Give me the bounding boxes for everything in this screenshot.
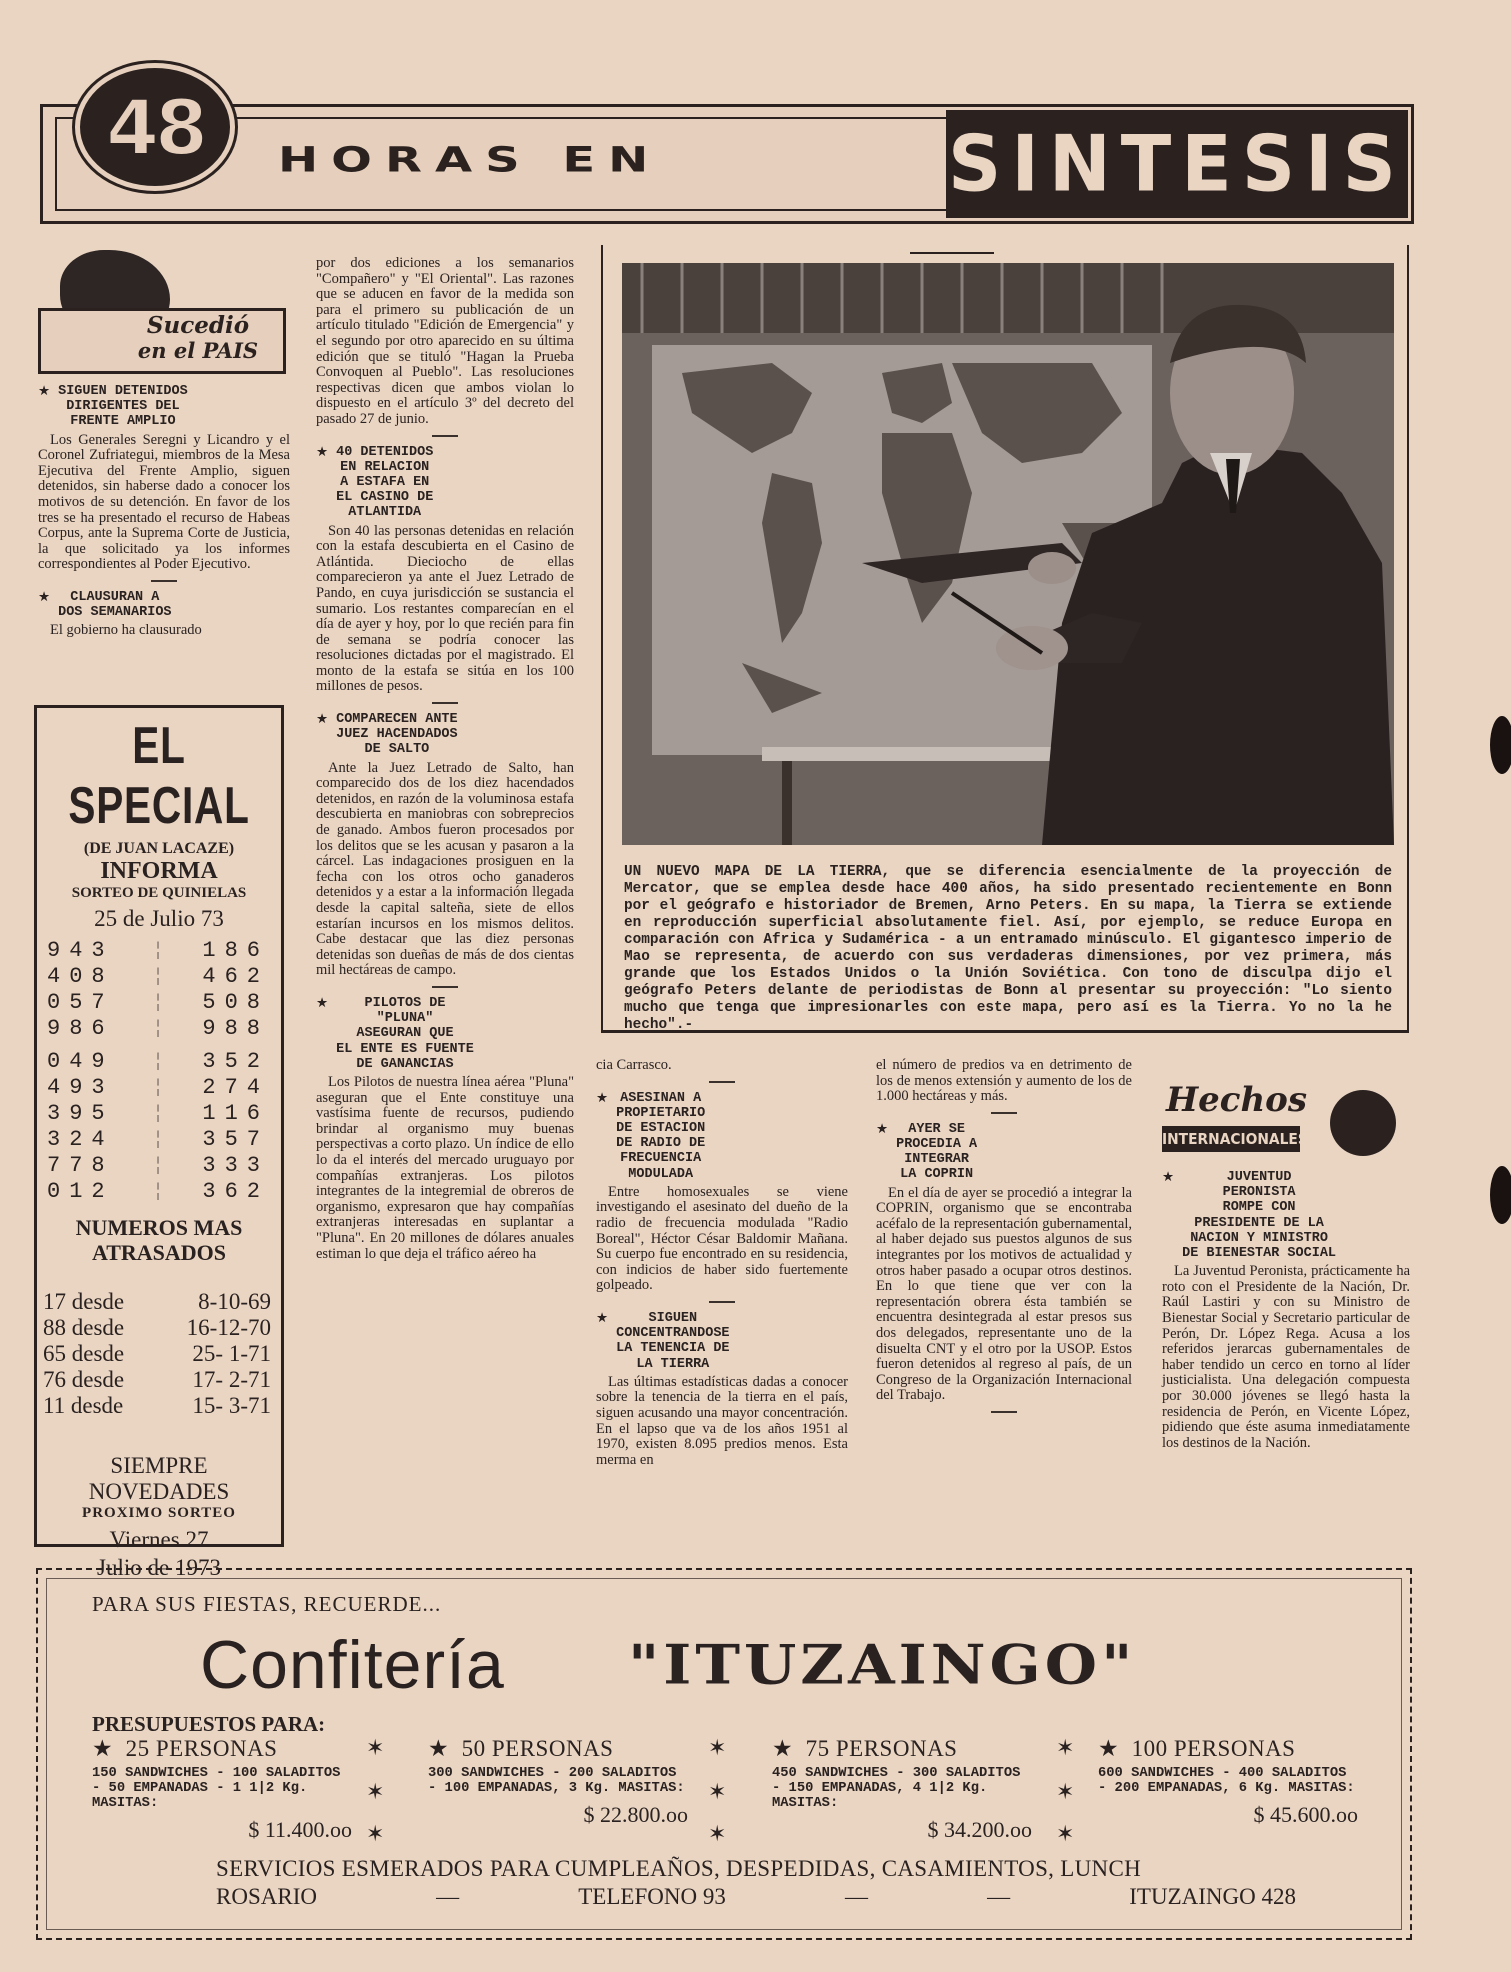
quiniela-row — [37, 1127, 281, 1153]
banner-title-right: SINTESIS — [948, 118, 1406, 210]
column-separator: ¦ — [152, 1156, 164, 1176]
quiniela-row — [37, 938, 281, 964]
column-separator: ¦ — [152, 967, 164, 987]
ad-confiteria: Confitería — [200, 1627, 505, 1703]
divider — [991, 1112, 1017, 1114]
quiniela-number: 324 — [47, 1127, 114, 1152]
late-number-row — [37, 1393, 281, 1419]
star-icon: ✶ — [366, 1736, 385, 1761]
quiniela-number: 493 — [47, 1075, 114, 1100]
star-icon: ✶ — [1056, 1736, 1075, 1761]
column-5 — [1162, 1170, 1410, 1451]
package-detail: 300 SANDWICHES - 200 SALADITOS - 100 EMPANADAS, 3 Kg. MASITAS: — [428, 1766, 685, 1796]
late-number-row — [37, 1289, 281, 1315]
divider — [910, 252, 994, 254]
star-icon: ★ — [596, 1089, 609, 1106]
late-numbers-list — [37, 1289, 281, 1419]
article-headline: ★ CLAUSURAN A DOS SEMANARIOS — [38, 588, 172, 621]
globe-icon — [1330, 1090, 1396, 1156]
article-headline: ★ SIGUEN CONCENTRANDOSE LA TENENCIA DE LA TIERRA — [596, 1309, 730, 1372]
late-numbers-title: NUMEROS MAS ATRASADOS — [75, 1215, 243, 1265]
late-number: 76 desde — [43, 1367, 125, 1392]
package-price: $ 45.600.oo — [1253, 1802, 1358, 1827]
article-headline: ★ PILOTOS DE "PLUNA" ASEGURAN QUE EL ENTE ES FUENTE DE GANANCIAS — [316, 995, 474, 1072]
special-informa: INFORMA — [100, 858, 218, 884]
banner-title-right-block — [946, 110, 1408, 218]
ad-address — [216, 1884, 1296, 1910]
column-separator: ¦ — [152, 1182, 164, 1202]
quiniela-row — [37, 1016, 281, 1042]
quiniela-number: 049 — [47, 1049, 114, 1074]
quiniela-row — [37, 964, 281, 990]
quiniela-number: 357 — [202, 1127, 269, 1152]
star-icon: ★ — [1162, 1169, 1175, 1185]
package-title: ★ 75 PERSONAS — [772, 1736, 958, 1761]
section-logo-line1: Sucedió — [146, 312, 250, 339]
special-next-draw-date: Viernes 27 Julio de 1973 — [97, 1527, 221, 1580]
star-icon: ★ — [316, 711, 329, 728]
article-headline: ★ 40 DETENIDOS EN RELACION A ESTAFA EN EL CASINO DE ATLANTIDA — [316, 443, 434, 521]
quiniela-row — [37, 990, 281, 1016]
star-icon: ✶ — [708, 1736, 727, 1761]
el-special-ad — [34, 705, 284, 1580]
column-separator: ¦ — [152, 941, 164, 961]
package-75 — [772, 1736, 1032, 1843]
package-price: $ 34.200.oo — [927, 1817, 1032, 1842]
article-headline: ★ ASESINAN A PROPIETARIO DE ESTACION DE RADIO DE FRECUENCIA MODULADA — [596, 1089, 706, 1182]
ad-address-part: ROSARIO — [216, 1884, 317, 1909]
article-body: Entre homosexuales se viene investigando el asesinato del dueño de la radio de frecuencia modulada "Radio Boreal", Héctor César Baldomir Mañana. Su cuerpo fue encontrado en su residencia, con indicios de haber sido fuertemente golpeado. — [596, 1183, 848, 1294]
late-number-row — [37, 1367, 281, 1393]
article-body: el número de predios va en detrimento de los de menos extensión y aumento de los de 1.000 hectáreas y más. — [876, 1057, 1132, 1105]
special-date: 25 de Julio 73 — [94, 906, 224, 931]
section-logo-line2: en el PAIS — [137, 338, 259, 363]
article-body: La Juventud Peronista, prácticamente ha roto con el Presidente de la Nación, Dr. Raúl Lastiri y con su Ministro de Bienestar Social y Secretario particular de Perón, Dr. López Rega. Acusa a los referidos jerarcas gubernamentales de haber tendido un cerco en torno al líder justicialista. Una delegación compuesta por 30.000 jóvenes se llegó hasta la residencia de Perón, en Vicente López, pidiendo que éste asuma inmediatamente los destinos de la Nación. — [1162, 1263, 1410, 1451]
column-separator: ¦ — [152, 993, 164, 1013]
late-number: 88 desde — [43, 1315, 125, 1340]
column-separator: ¦ — [152, 1019, 164, 1039]
column-separator: ¦ — [152, 1104, 164, 1124]
star-icon: ★ — [596, 1309, 609, 1326]
quiniela-number: 186 — [202, 938, 269, 963]
package-price: $ 11.400.oo — [248, 1817, 352, 1842]
quiniela-number: 943 — [47, 938, 114, 963]
quiniela-number: 352 — [202, 1049, 269, 1074]
package-title: ★ 100 PERSONAS — [1098, 1736, 1296, 1761]
article-body: Los Generales Seregni y Licandro y el Coronel Zufriategui, miembros de la Mesa Ejecutiva del Frente Amplio, siguen detenidos, sin haberse dado a conocer los motivos de su detención. En favor de los tres se ha presentado el recurso de Habeas Corpus, ante la Suprema Corte de Justicia, la que solicitado ya los informes correspondientes al Poder Ejecutivo. — [38, 431, 290, 573]
article-body: En el día de ayer se procedió a integrar la COPRIN, organismo que se encontraba acéfalo de la representación gubernamental, al haber dejado sus puestos algunos de sus integrantes por los motivos de actualidad y otros haber pasado a ocupar otros destinos. En lo que tiene que ver con la representación obrera ésta también se encuentra desintegrada al estar presos sus dos delegados, representante uno de la disuelta CNT y el otro por la USOP. Estos fueron detenidos al regreso al país, de un Congreso de la Organización Internacional del Trabajo. — [876, 1184, 1132, 1404]
column-4 — [876, 1058, 1132, 1418]
divider — [432, 435, 458, 437]
package-detail: 600 SANDWICHES - 400 SALADITOS - 200 EMPANADAS, 6 Kg. MASITAS: — [1098, 1766, 1355, 1796]
article-headline: ★ COMPARECEN ANTE JUEZ HACENDADOS DE SALTO — [316, 711, 458, 758]
divider — [709, 1301, 735, 1303]
ad-address-part: — — [436, 1884, 460, 1909]
ad-address-part: ITUZAINGO 428 — [1129, 1884, 1296, 1909]
article-body: cia Carrasco. — [596, 1057, 672, 1073]
article-body: Son 40 las personas detenidas en relación con la estafa descubierta en el Casino de Atlántida. Dieciocho de ellas comparecieron ya ante el Juez Letrado de Pando, en cuya jurisdicción se sustancia el sumario. Los restantes comparecían en el día de ayer y hoy, por lo que recién para fin de semana se podría conocer las resoluciones dictadas por el magistrado. El monto de la estafa se sitúa en los 100 millones de pesos. — [316, 522, 574, 695]
quiniela-number: 462 — [202, 964, 269, 989]
ad-ituzaingo: "ITUZAINGO" — [628, 1634, 1137, 1697]
package-detail: 150 SANDWICHES - 100 SALADITOS - 50 EMPANADAS - 1 1|2 Kg. MASITAS: — [92, 1766, 341, 1811]
article-body: por dos ediciones a los semanarios "Compañero" y "El Oriental". Las razones que se aducen en favor de la medida son para el primero su publicación de un artículo titulado "Edición de Emergencia" y el segundo por otro aparecido en su última edición que se tituló "Hagan la Prueba Convoquen al Pueblo". Las resoluciones respectivas dicen que ambos violan lo dispuesto en el artículo 3º del decreto del pasado 27 de junio. — [316, 255, 574, 427]
late-number: 17 desde — [43, 1289, 125, 1314]
special-subtitle: (DE JUAN LACAZE) — [83, 840, 235, 857]
star-icon: ★ — [316, 443, 329, 460]
ad-reminder: PARA SUS FIESTAS, RECUERDE... — [92, 1592, 442, 1616]
package-title: ★ 25 PERSONAS — [92, 1736, 278, 1761]
late-date: 17- 2-71 — [192, 1367, 271, 1392]
star-icon: ★ — [428, 1736, 462, 1761]
photo-map-presentation — [622, 263, 1394, 845]
ad-budgets-label: PRESUPUESTOS PARA: — [92, 1712, 326, 1736]
quiniela-results — [37, 938, 281, 1205]
sucedio-en-el-pais-logo — [38, 250, 288, 378]
special-next-draw-label: PROXIMO SORTEO — [82, 1505, 236, 1521]
column-1 — [38, 384, 290, 639]
star-icon: ✶ — [366, 1822, 385, 1847]
quiniela-number: 274 — [202, 1075, 269, 1100]
divider — [709, 1081, 735, 1083]
quiniela-number: 012 — [47, 1179, 114, 1204]
package-title: ★ 50 PERSONAS — [428, 1736, 614, 1761]
star-icon: ★ — [876, 1120, 889, 1137]
late-date: 16-12-70 — [186, 1315, 271, 1340]
ad-services: SERVICIOS ESMERADOS PARA CUMPLEAÑOS, DESPEDIDAS, CASAMIENTOS, LUNCH — [216, 1856, 1141, 1881]
column-separator: ¦ — [152, 1130, 164, 1150]
star-icon: ★ — [92, 1736, 126, 1761]
article-headline: ★ JUVENTUD PERONISTA ROMPE CON PRESIDENTE DE LA NACION Y MINISTRO DE BIENESTAR SOCIAL — [1162, 1169, 1337, 1262]
hechos-title: Hechos — [1166, 1080, 1307, 1120]
badge-48 — [75, 63, 235, 191]
quiniela-row — [37, 1101, 281, 1127]
late-date: 15- 3-71 — [192, 1393, 271, 1418]
late-number: 65 desde — [43, 1341, 125, 1366]
ad-address-part: — — [844, 1884, 868, 1909]
package-100 — [1098, 1736, 1358, 1828]
divider — [432, 702, 458, 704]
quiniela-row — [37, 1153, 281, 1179]
quiniela-number: 408 — [47, 964, 114, 989]
special-sorteo: SORTEO DE QUINIELAS — [71, 885, 247, 901]
star-icon: ✶ — [708, 1780, 727, 1805]
star-icon: ★ — [772, 1736, 806, 1761]
quiniela-number: 333 — [202, 1153, 269, 1178]
quiniela-number: 057 — [47, 990, 114, 1015]
star-icon: ★ — [316, 995, 329, 1011]
article-body: El gobierno ha clausurado — [50, 622, 202, 639]
column-3 — [596, 1058, 848, 1468]
quiniela-row — [37, 1049, 281, 1075]
late-number: 11 desde — [43, 1393, 124, 1418]
star-icon: ✶ — [708, 1822, 727, 1847]
quiniela-number: 778 — [47, 1153, 114, 1178]
late-date: 25- 1-71 — [192, 1341, 271, 1366]
hechos-internacionales-logo — [1162, 1080, 1402, 1160]
late-number-row — [37, 1341, 281, 1367]
quiniela-number: 508 — [202, 990, 269, 1015]
quiniela-row — [37, 1179, 281, 1205]
divider — [151, 580, 177, 582]
column-2 — [316, 256, 574, 1262]
star-icon: ✶ — [366, 1780, 385, 1805]
article-headline: ★ AYER SE PROCEDIA A INTEGRAR LA COPRIN — [876, 1120, 978, 1183]
quiniela-number: 116 — [202, 1101, 269, 1126]
quiniela-number: 395 — [47, 1101, 114, 1126]
ad-address-part: TELEFONO 93 — [578, 1884, 726, 1909]
star-icon: ★ — [38, 588, 51, 605]
hechos-subtitle: INTERNACIONALES — [1162, 1126, 1300, 1152]
package-detail: 450 SANDWICHES - 300 SALADITOS - 150 EMPANADAS, 4 1|2 Kg. MASITAS: — [772, 1766, 1021, 1811]
late-number-row — [37, 1315, 281, 1341]
star-icon: ★ — [38, 383, 51, 399]
binder-hole — [1490, 1166, 1511, 1224]
article-headline: ★ SIGUEN DETENIDOS DIRIGENTES DEL FRENTE AMPLIO — [38, 383, 188, 430]
star-icon: ★ — [1098, 1736, 1132, 1761]
special-footer-novedades: SIEMPRE NOVEDADES — [88, 1453, 230, 1504]
ad-address-part: — — [987, 1884, 1011, 1909]
banner-title-left: HORAS EN — [278, 140, 662, 181]
package-price: $ 22.800.oo — [583, 1802, 688, 1827]
badge-number: 48 — [106, 82, 204, 172]
column-separator: ¦ — [152, 1078, 164, 1098]
package-25 — [92, 1736, 352, 1843]
article-body: Los Pilotos de nuestra línea aérea "Pluna" aseguran que el Ente constituye una vastísima fuente de recursos, pudiendo brindar al organismo muy buenas perspectivas a corto plazo. Un índice de ello lo da el interés del mercado uruguayo por compañías extranjeras. Los pilotos integrantes de la integremial de obreros de organismo, expresaron que hay compañías extranjeras interesadas en suplantar a "Pluna". En 20 millones de dólares anuales estiman lo que deja el tráfico aéreo ha — [316, 1074, 574, 1262]
article-body: Ante la Juez Letrado de Salto, han comparecido dos de los diez hacendados detenidos, en razón de la voluminosa estafa descubierta en maniobras con sobreprecios de ganado. Ambos fueron procesados por los delitos que se les acusan y pasaron a la cárcel. Las indagaciones prosiguen en la fecha con los otros ocho ganaderos detenidos y a estar a la información llegada desde la capital salteña, siete de ellos estarían incursos en los mismos delitos. Cabe destacar que las diez personas detenidas son dueñas de más de dos cientas mil hectáreas de campo. — [316, 759, 574, 979]
package-50 — [428, 1736, 688, 1828]
divider — [432, 986, 458, 988]
photo-caption: UN NUEVO MAPA DE LA TIERRA, que se diferencia esencialmente de la proyección de Mercator, que se emplea desde hace 400 años, ha sido presentado recientemente en Bonn por el geógrafo e historiador de Bremen, Arno Peters. En su mapa, la Tierra se extiende en reproducción superficial absolutamente fiel. Así, por ejemplo, se reduce Europa en comparación con Africa y Sudamérica - a un entramado minúsculo. El gigantesco imperio de Mao se representa, de acuerdo con sus verdaderas dimensiones, por vez primera, más grande que los Estados Unidos o la Unión Soviética. Con tono de disculpa dijo el geógrafo Peters delante de periodistas de Bonn al presentar su proyección: "Lo siento mucho que tenga que impresionarles con este mapa, pero así es la Tierra. Yo no la he hecho".- — [624, 864, 1392, 1033]
photo-image — [622, 263, 1394, 845]
article-body: Las últimas estadísticas dadas a conocer sobre la tenencia de la tierra en el país, siguen acusando una mayor concentración. En el lapso que va de los años 1951 al 1970, existen 8.095 predios menos. Esta merma en — [596, 1373, 848, 1468]
quiniela-number: 988 — [202, 1016, 269, 1041]
quiniela-number: 986 — [47, 1016, 114, 1041]
special-title: EL SPECIAL — [68, 717, 250, 835]
binder-hole — [1490, 716, 1511, 774]
column-separator: ¦ — [152, 1052, 164, 1072]
divider — [991, 1411, 1017, 1413]
star-icon: ✶ — [1056, 1780, 1075, 1805]
quiniela-row — [37, 1075, 281, 1101]
late-date: 8-10-69 — [198, 1289, 271, 1314]
quiniela-number: 362 — [202, 1179, 269, 1204]
star-icon: ✶ — [1056, 1822, 1075, 1847]
